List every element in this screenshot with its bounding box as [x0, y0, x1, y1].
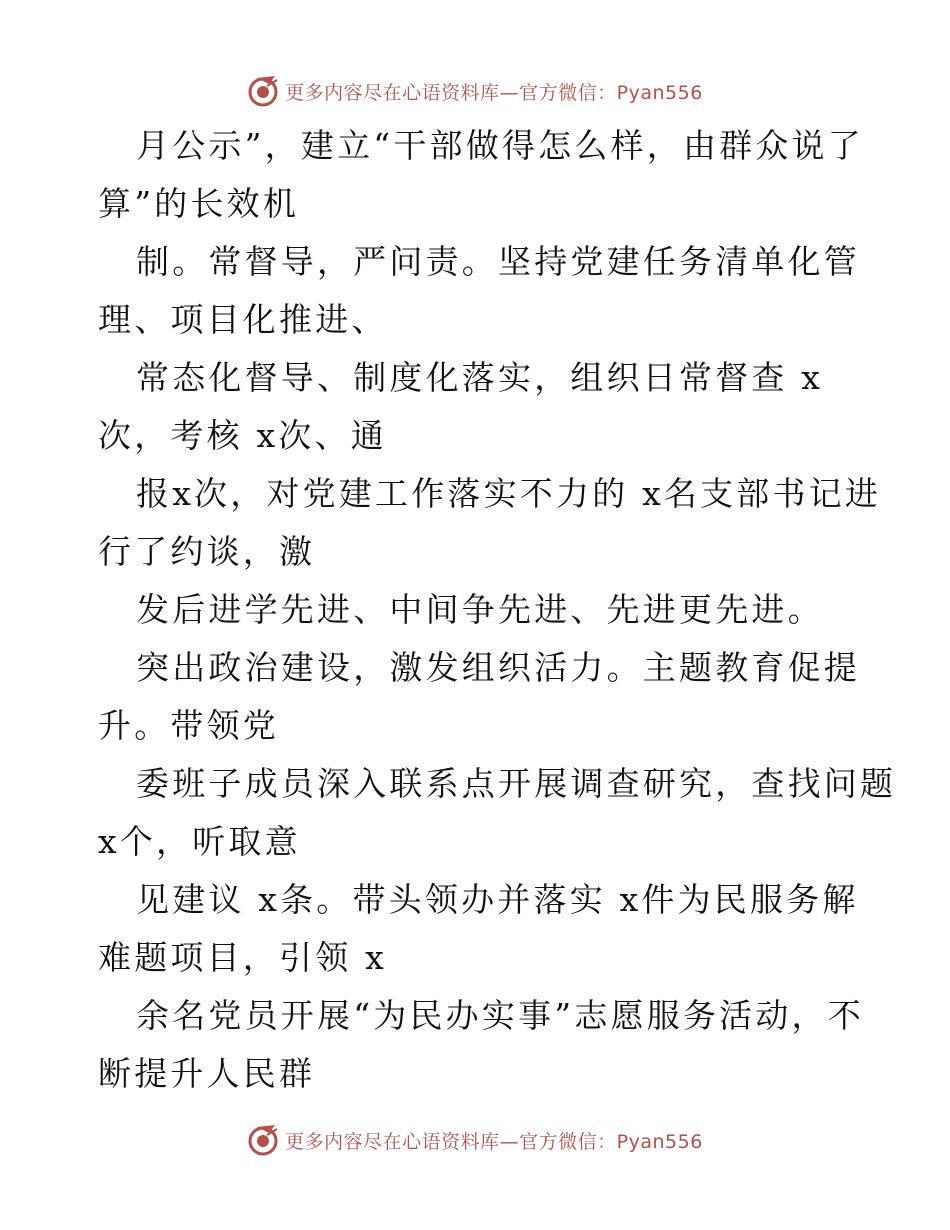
- text-line: 断提升人民群: [98, 1054, 316, 1093]
- text-line: 制。常督导，严问责。坚持党建任务清单化管: [136, 242, 860, 281]
- text-line: 常态化督导、制度化落实，组织日常督查 x: [136, 358, 824, 397]
- text-line: 次，考核 x次、通: [98, 416, 387, 455]
- text-line: 理、项目化推进、: [98, 300, 388, 339]
- text-line: 算”的长效机: [98, 184, 300, 223]
- pen-logo-icon: [247, 1123, 281, 1157]
- text-line: 行了约谈，激: [98, 532, 316, 571]
- text-line: 突出政治建设，激发组织活力。主题教育促提: [136, 648, 860, 687]
- text-line: 升。带领党: [98, 706, 279, 745]
- text-line: 报x次，对党建工作落实不力的 x名支部书记进: [136, 474, 882, 513]
- text-line: 发后进学先进、中间争先进、先进更先进。: [136, 590, 824, 629]
- text-line: 见建议 x条。带头领办并落实 x件为民服务解: [136, 880, 859, 919]
- text-line: 月公示”，建立“干部做得怎么样，由群众说了: [136, 126, 864, 165]
- footer-watermark: [0, 1120, 950, 1160]
- text-line: 委班子成员深入联系点开展调查研究，查找问题: [136, 764, 897, 803]
- watermark-text: 更多内容尽在心语资料库—官方微信：Pyan556: [285, 81, 703, 104]
- text-line: 难题项目，引领 x: [98, 938, 387, 977]
- watermark-text: 更多内容尽在心语资料库—官方微信：Pyan556: [285, 1130, 703, 1153]
- text-line: x个，听取意: [98, 822, 301, 861]
- text-line: 余名党员开展“为民办实事”志愿服务活动，不: [136, 996, 864, 1035]
